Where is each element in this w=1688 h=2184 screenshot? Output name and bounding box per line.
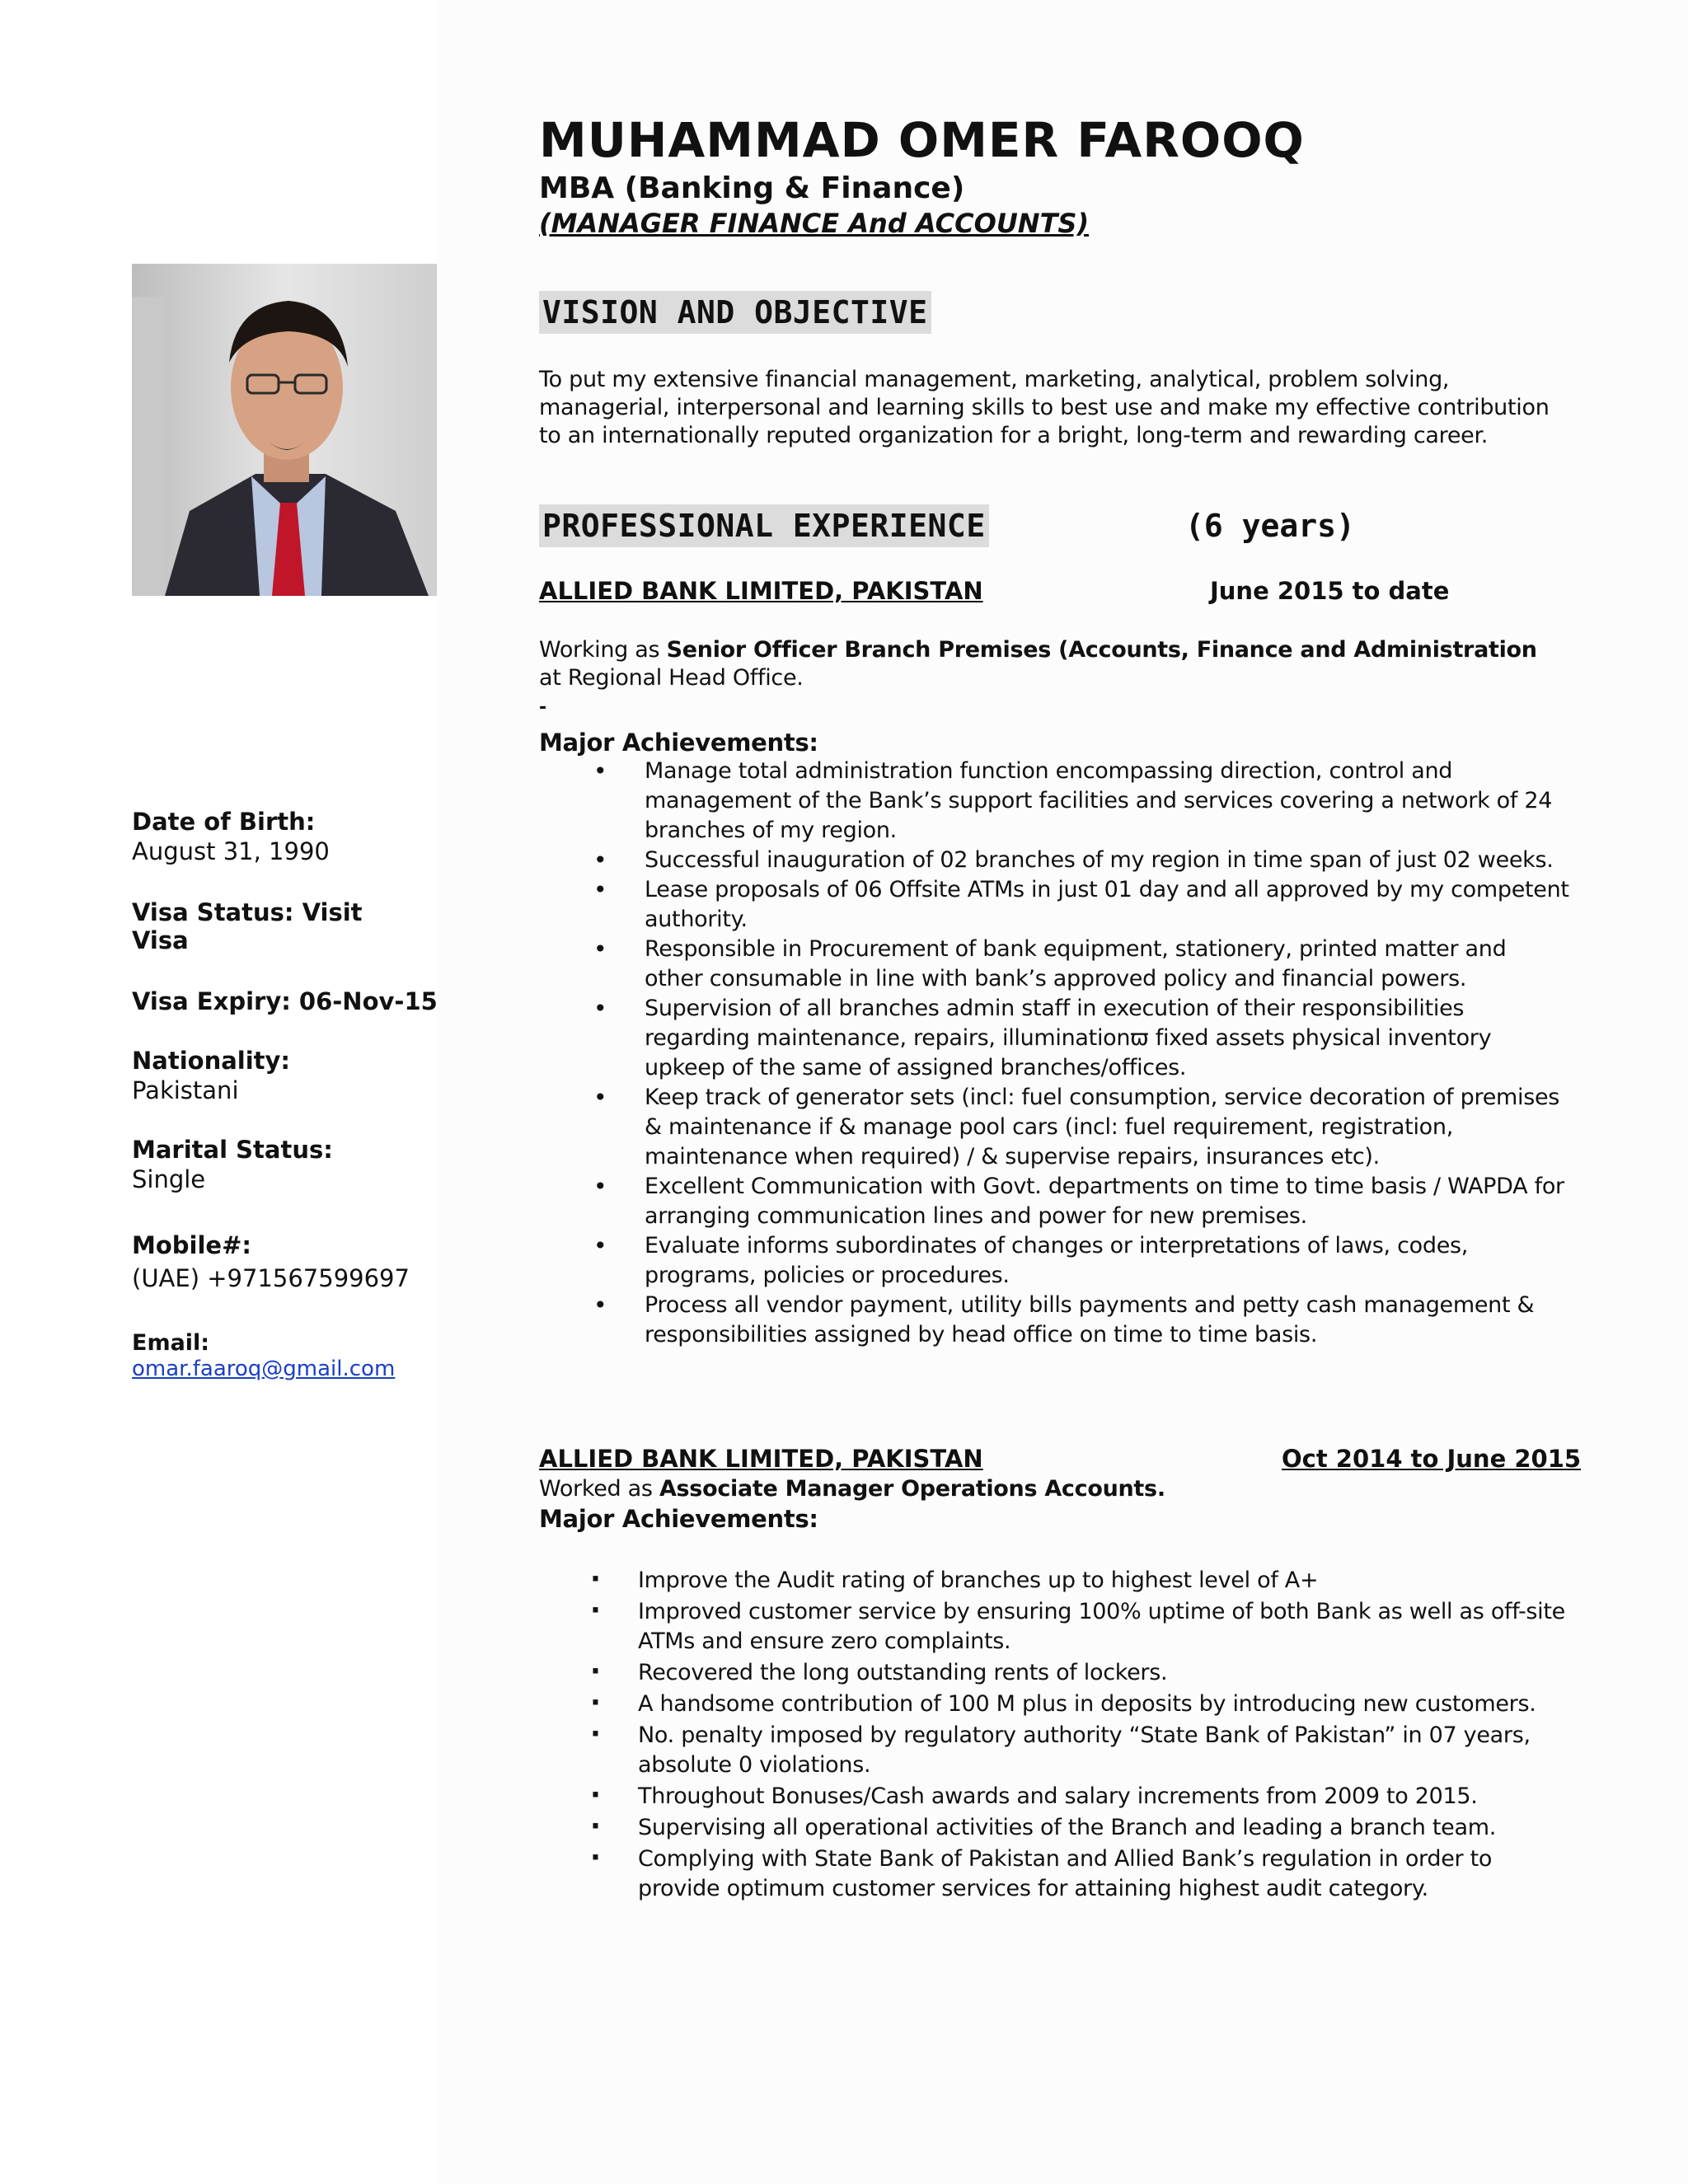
vision-text: To put my extensive financial management, marketing, analytical, problem solving, managerial, interpersonal and learning skills to best use and make my effective contribution to an internationally reputed organization for a bright, long-term and rewarding career. [539, 367, 1550, 448]
job-2-achievements [539, 1566, 1569, 1905]
job-1-role-suffix: at Regional Head Office. [539, 665, 804, 691]
vision-heading: VISION AND OBJECTIVE [539, 291, 931, 334]
job-2-dates: Oct 2014 to June 2015 [1282, 1445, 1582, 1473]
achievement-item: • Successful inauguration of 02 branches of my region in time span of just 02 weeks. [539, 846, 1569, 875]
mobile-value: (UAE) +971567599697 [132, 1264, 410, 1292]
job-1-company: ALLIED BANK LIMITED, PAKISTAN [539, 577, 983, 605]
achievement-item: · Throughout Bonuses/Cash awards and salary increments from 2009 to 2015. [539, 1782, 1569, 1811]
visa-status-label-2: Visa [132, 926, 189, 954]
job-1-achievements [539, 757, 1569, 1350]
candidate-name: MUHAMMAD OMER FAROOQ [539, 112, 1305, 168]
marital-status-value: Single [132, 1165, 206, 1193]
achievement-item: · Improve the Audit rating of branches up to highest level of A+ [539, 1566, 1569, 1596]
visa-status-label: Visa Status: Visit [132, 898, 363, 926]
job-1-dates: June 2015 to date [1210, 577, 1450, 605]
achievement-item: • Responsible in Procurement of bank equipment, stationery, printed matter and other consumable in line with bank’s approved policy and financial powers. [539, 935, 1569, 994]
email-label: Email: [132, 1330, 210, 1356]
achievement-item: · Supervising all operational activities of the Branch and leading a branch team. [539, 1813, 1569, 1843]
achievement-item: • Supervision of all branches admin staff in execution of their responsibilities regarding maintenance, repairs, illuminationϖ fixed assets physical inventory upkeep of the same of assigned branches/offices. [539, 994, 1569, 1083]
job-2-company: ALLIED BANK LIMITED, PAKISTAN [539, 1445, 983, 1473]
achievement-item: · A handsome contribution of 100 M plus in deposits by introducing new customers. [539, 1690, 1569, 1719]
job-1-role: Senior Officer Branch Premises (Accounts, Finance and Administration [666, 637, 1537, 663]
achievement-item: • Process all vendor payment, utility bills payments and petty cash management & responsibilities assigned by head office on time to time basis. [539, 1291, 1569, 1350]
achievement-item: · Recovered the long outstanding rents of lockers. [539, 1658, 1569, 1688]
job-1-role-prefix: Working as [539, 637, 667, 663]
achievement-item: · Complying with State Bank of Pakistan and Allied Bank’s regulation in order to provide optimum customer services for attaining highest audit category. [539, 1844, 1569, 1904]
achievement-item: • Evaluate informs subordinates of changes or interpretations of laws, codes, programs, policies or procedures. [539, 1231, 1569, 1291]
email-link[interactable]: omar.faaroq@gmail.com [132, 1357, 396, 1381]
visa-expiry-label: Visa Expiry: 06-Nov-15 [132, 987, 438, 1015]
job-1-achievements-label: Major Achievements: [539, 729, 818, 757]
dob-value: August 31, 1990 [132, 837, 330, 865]
job-1-marker: - [539, 697, 546, 718]
job-2-role-prefix: Worked as [539, 1476, 659, 1502]
achievement-item: • Excellent Communication with Govt. departments on time to time basis / WAPDA for arranging communication lines and power for new premises. [539, 1172, 1569, 1231]
job-2-role-line [539, 1475, 1569, 1503]
achievement-item: • Manage total administration function encompassing direction, control and management of the Bank’s support facilities and services covering a network of 24 branches of my region. [539, 757, 1569, 846]
marital-status-label: Marital Status: [132, 1136, 333, 1164]
job-2-role: Associate Manager Operations Accounts. [659, 1476, 1165, 1502]
mobile-label: Mobile#: [132, 1231, 251, 1259]
candidate-designation: (MANAGER FINANCE And ACCOUNTS) [539, 208, 1090, 239]
dob-label: Date of Birth: [132, 808, 316, 836]
achievement-item: • Lease proposals of 06 Offsite ATMs in just 01 day and all approved by my competent authority. [539, 875, 1569, 935]
achievement-item: · No. penalty imposed by regulatory authority “State Bank of Pakistan” in 07 years, absolute 0 violations. [539, 1721, 1569, 1780]
nationality-value: Pakistani [132, 1076, 239, 1104]
achievement-item: · Improved customer service by ensuring 100% uptime of both Bank as well as off-site ATMs and ensure zero complaints. [539, 1597, 1569, 1657]
experience-years: (6 years) [1185, 508, 1355, 544]
achievement-item: • Keep track of generator sets (incl: fuel consumption, service decoration of premises & maintenance if & manage pool cars (incl: fuel requirement, registration, maintenance when required) / & supervise repairs, insurances etc). [539, 1083, 1569, 1172]
experience-heading: PROFESSIONAL EXPERIENCE [539, 504, 989, 547]
candidate-degree: MBA (Banking & Finance) [539, 171, 965, 205]
nationality-label: Nationality: [132, 1047, 291, 1075]
profile-photo [132, 264, 437, 596]
job-1-role-line [539, 636, 1569, 692]
job-2-achievements-label: Major Achievements: [539, 1505, 818, 1533]
